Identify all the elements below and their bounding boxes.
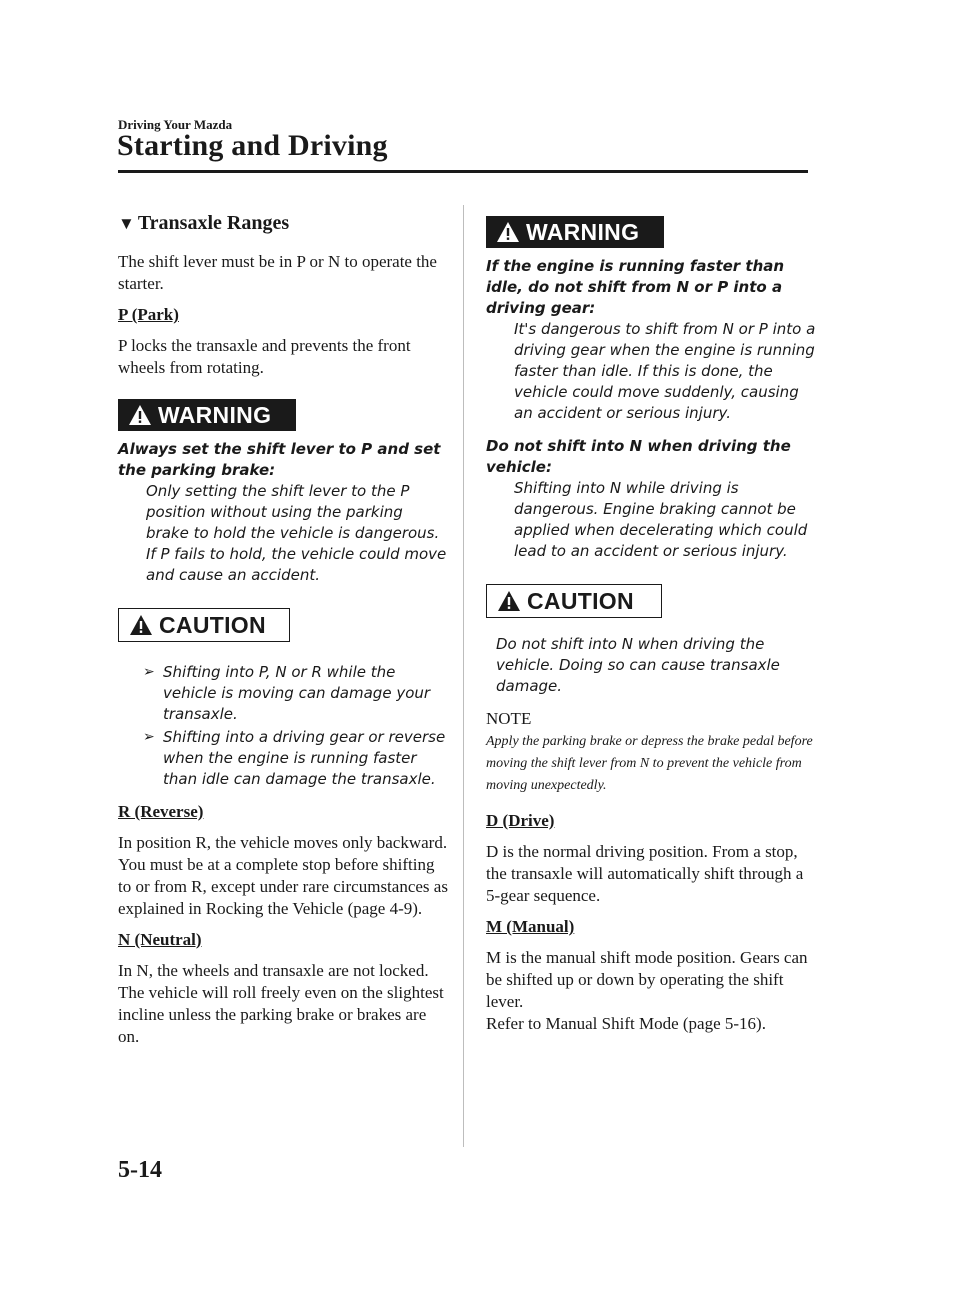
note-text: Apply the parking brake or depress the brake pedal before moving the shift lever from N to prevent the vehicle from moving unexpectedly. (486, 734, 813, 793)
warning-heading: Do not shift into N when driving the vehicle: (486, 437, 791, 476)
neutral-title: N (Neutral) (118, 930, 202, 949)
page-number: 5-14 (118, 1157, 162, 1183)
caution-item (118, 727, 448, 790)
caution-list (118, 662, 448, 790)
drive-title: D (Drive) (486, 811, 555, 830)
caution-icon (129, 614, 153, 636)
manual-reference: Refer to Manual Shift Mode (page 5-16). (486, 1014, 766, 1033)
triangle-marker-icon: ▼ (118, 214, 135, 233)
drive-text: D is the normal driving position. From a stop, the transaxle will automatically shift through a 5-gear sequence. (486, 842, 804, 905)
warning-body: Only setting the shift lever to the P position without using the parking brake to hold the vehicle is dangerous. If P fails to hold, the vehicle could move and cause an accident. (146, 482, 447, 584)
warning-badge (118, 399, 296, 431)
warning-body: Shifting into N while driving is dangerous. Engine braking cannot be applied when decelerating which could lead to an accident or serious injury. (514, 479, 808, 560)
chapter-title: Starting and Driving (117, 129, 388, 162)
park-text: P locks the transaxle and prevents the front wheels from rotating. (118, 336, 411, 377)
warning-label: WARNING (158, 401, 272, 428)
warning-heading: If the engine is running faster than idle, do not shift from N or P into a driving gear: (486, 257, 785, 317)
arrow-bullet-icon: ➢ (143, 664, 155, 680)
section-label: Driving Your Mazda (118, 117, 233, 132)
transaxle-heading-text: Transaxle Ranges (137, 212, 290, 234)
park-title: P (Park) (118, 305, 179, 324)
warning-badge (486, 216, 664, 248)
column-divider (463, 205, 464, 1147)
caution-badge (486, 584, 662, 618)
caution-item-text: Shifting into P, N or R while the vehicle is moving can damage your transaxle. (163, 663, 431, 723)
caution-label: CAUTION (527, 587, 634, 614)
arrow-bullet-icon: ➢ (143, 729, 155, 745)
caution-body: Do not shift into N when driving the vehicle. Doing so can cause transaxle damage. (496, 635, 780, 695)
intro-text: The shift lever must be in P or N to operate the starter. (118, 252, 437, 293)
warning-body: It's dangerous to shift from N or P into a driving gear when the engine is running faster than idle. If this is done, the vehicle could move suddenly, causing an accident or serious injury. (514, 320, 816, 422)
reverse-text: In position R, the vehicle moves only backward. You must be at a complete stop before shifting to or from R, except under rare circumstances as explained in Rocking the Vehicle (page 4-9). (118, 833, 448, 918)
caution-badge (118, 608, 290, 642)
manual-text: M is the manual shift mode position. Gears can be shifted up or down by operating the shift lever. (486, 948, 808, 1011)
left-column (118, 212, 448, 1058)
caution-item (118, 662, 448, 725)
warning-label: WARNING (526, 218, 640, 245)
caution-label: CAUTION (159, 611, 266, 638)
warning-icon (496, 221, 520, 243)
caution-item-text: Shifting into a driving gear or reverse when the engine is running faster than idle can damage the transaxle. (163, 728, 446, 788)
reverse-title: R (Reverse) (118, 802, 204, 821)
transaxle-heading (118, 212, 448, 235)
manual-title: M (Manual) (486, 917, 575, 936)
neutral-text: In N, the wheels and transaxle are not locked. The vehicle will roll freely even on the slightest incline unless the parking brake or brakes are on. (118, 961, 444, 1046)
caution-icon (497, 590, 521, 612)
note-label: NOTE (486, 709, 532, 728)
warning-heading: Always set the shift lever to P and set the parking brake: (118, 440, 441, 479)
header-rule (118, 170, 808, 173)
right-column (486, 212, 816, 1045)
warning-icon (128, 404, 152, 426)
